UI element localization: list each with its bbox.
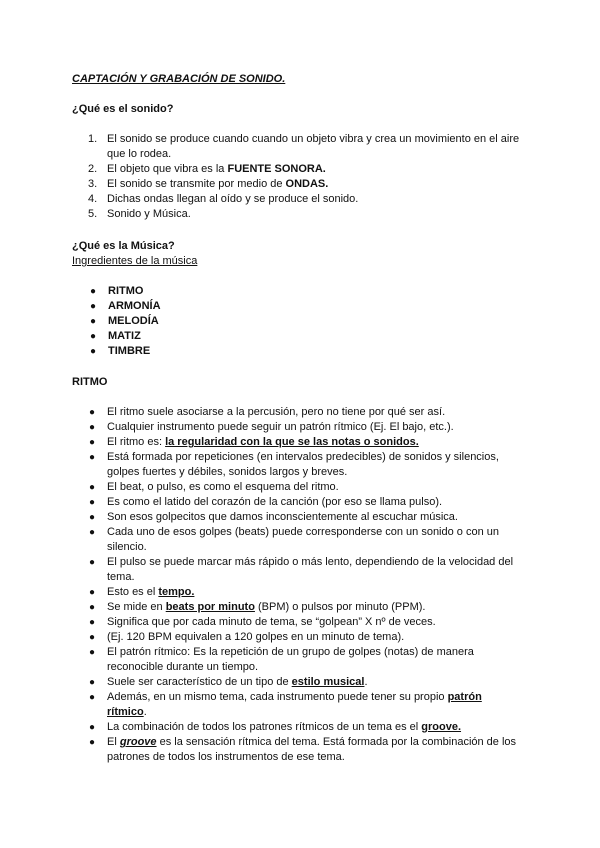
list-item: ● RITMO (90, 285, 144, 297)
document-title: CAPTACIÓN Y GRABACIÓN DE SONIDO. (72, 73, 286, 85)
list-item: ● (Ej. 120 BPM equivalen a 120 golpes en un minuto de tema). (89, 631, 405, 643)
rhythm-list (89, 405, 547, 765)
sound-heading: ¿Qué es el sonido? (72, 103, 174, 115)
item-number: 5. (88, 208, 98, 220)
list-item: ● MELODÍA (90, 315, 159, 327)
list-item: ● Está formada por repeticiones (en intervalos predecibles) de sonidos y silencios, golpes fuertes y débiles, sonidos largos y breves. (89, 451, 499, 478)
item-number: 1. (88, 133, 98, 145)
list-item: ● El groove es la sensación rítmica del tema. Está formada por la combinación de los patrones de todos los instrumentos de ese tema. (89, 736, 517, 763)
list-item: 4. Dichas ondas llegan al oído y se produce el sonido. (88, 193, 359, 205)
item-number: 3. (88, 178, 98, 190)
item-number: 2. (88, 163, 98, 175)
list-item: 1. El sonido se produce cuando cuando un objeto vibra y crea un movimiento en el aire que lo rodea. (88, 133, 520, 160)
list-item: ● Significa que por cada minuto de tema, se “golpean” X nº de veces. (89, 616, 436, 628)
list-item: ● MATIZ (90, 330, 141, 342)
list-item: ● ARMONÍA (90, 300, 161, 312)
ingredients-list (90, 284, 161, 359)
sound-list (88, 132, 547, 222)
list-item: ● Suele ser característico de un tipo de estilo musical. (89, 676, 368, 688)
item-number: 4. (88, 193, 98, 205)
list-item: ● Además, en un mismo tema, cada instrumento puede tener su propio patrón rítmico. (89, 691, 482, 718)
list-item: ● El ritmo es: la regularidad con la que se las notas o sonidos. (89, 436, 419, 448)
music-heading: ¿Qué es la Música? (72, 240, 175, 252)
list-item: 3. El sonido se transmite por medio de ONDAS. (88, 178, 329, 190)
list-item: ● El ritmo suele asociarse a la percusión, pero no tiene por qué ser así. (89, 406, 446, 418)
list-item: 5. Sonido y Música. (88, 208, 191, 220)
list-item: ● El beat, o pulso, es como el esquema del ritmo. (89, 481, 339, 493)
list-item: ● El patrón rítmico: Es la repetición de un grupo de golpes (notas) de manera reconocible durante un tiempo. (89, 646, 474, 673)
rhythm-heading: RITMO (72, 376, 108, 388)
list-item: ● El pulso se puede marcar más rápido o más lento, dependiendo de la velocidad del tema. (89, 556, 514, 583)
list-item: ● Se mide en beats por minuto (BPM) o pulsos por minuto (PPM). (89, 601, 426, 613)
list-item: ● TIMBRE (90, 345, 151, 357)
ingredients-heading: Ingredientes de la música (72, 255, 198, 267)
list-item: ● Cada uno de esos golpes (beats) puede corresponderse con un sonido o con un silencio. (89, 526, 499, 553)
list-item: ● Son esos golpecitos que damos inconscientemente al escuchar música. (89, 511, 458, 523)
list-item: ● Esto es el tempo. (89, 586, 195, 598)
list-item: ● Es como el latido del corazón de la canción (por eso se llama pulso). (89, 496, 443, 508)
list-item: ● Cualquier instrumento puede seguir un patrón rítmico (Ej. El bajo, etc.). (89, 421, 454, 433)
list-item: 2. El objeto que vibra es la FUENTE SONORA. (88, 163, 326, 175)
list-item: ● La combinación de todos los patrones rítmicos de un tema es el groove. (89, 721, 462, 733)
